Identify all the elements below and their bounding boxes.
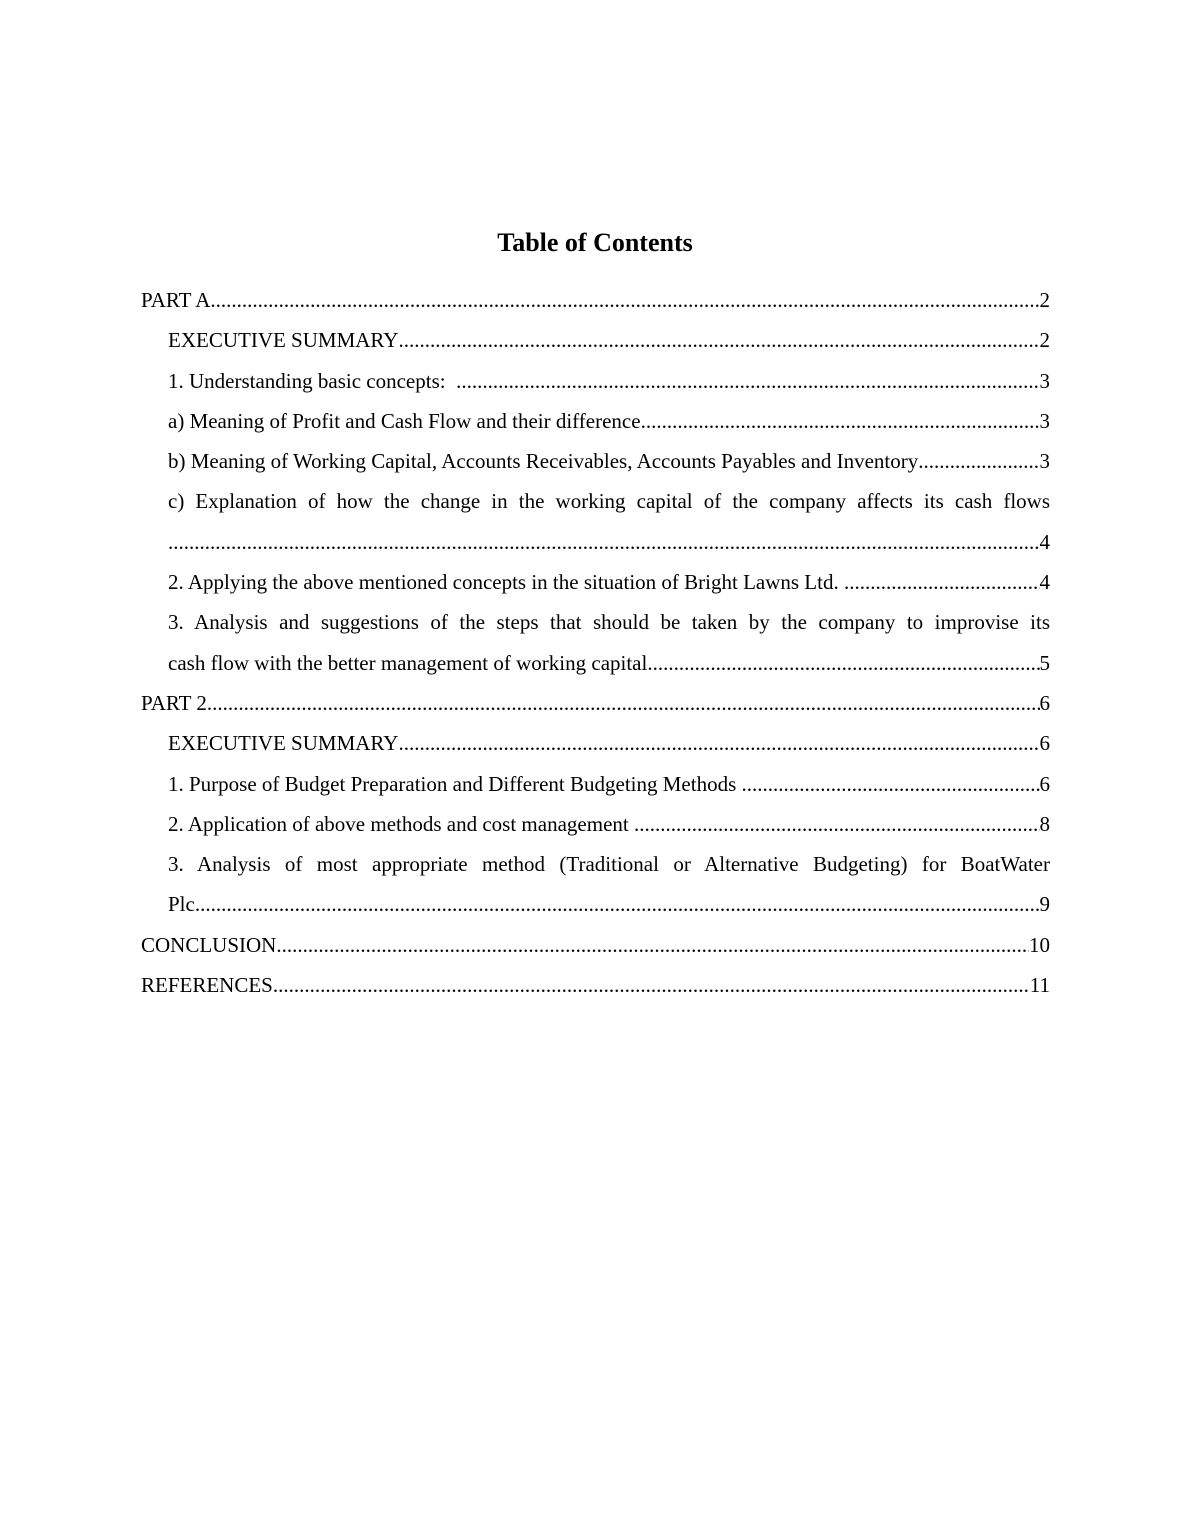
- table-of-contents: [141, 280, 1050, 1005]
- toc-leader-dots: [398, 320, 1039, 360]
- toc-entry-part-a[interactable]: [141, 280, 1050, 320]
- toc-entry-text: PART A: [141, 288, 211, 312]
- toc-entry-part-2[interactable]: [141, 683, 1050, 723]
- toc-entry-working-capital-cash-flows[interactable]: [168, 481, 1050, 562]
- toc-entry-text: 2. Application of above methods and cost management: [168, 811, 634, 836]
- toc-entry-text: REFERENCES: [141, 973, 273, 998]
- toc-entry-application-methods[interactable]: [168, 804, 1050, 844]
- toc-page-number: 2: [1039, 328, 1050, 353]
- toc-page-number: 4: [1039, 570, 1050, 595]
- toc-page-number: 4: [1039, 529, 1050, 554]
- toc-entry-text: EXECUTIVE SUMMARY: [168, 731, 399, 756]
- toc-entry-executive-summary-a[interactable]: [168, 320, 1050, 360]
- toc-entry-profit-cash-flow[interactable]: [168, 401, 1050, 441]
- toc-entry-analysis-suggestions[interactable]: [168, 602, 1050, 683]
- toc-leader-dots: [398, 723, 1039, 763]
- toc-page-number: 3: [1039, 368, 1050, 393]
- toc-leader-dots: [276, 925, 1029, 965]
- toc-entry-text: 3. Analysis of most appropriate method (Traditional or Alternative Budgeting) for BoatWater: [168, 852, 1050, 877]
- toc-page-number: 3: [1039, 449, 1050, 474]
- toc-entry-working-capital[interactable]: [168, 441, 1050, 481]
- toc-leader-dots: [634, 804, 1040, 844]
- toc-entry-text: PART 2: [141, 690, 207, 715]
- toc-entry-text: a) Meaning of Profit and Cash Flow and their difference: [168, 408, 641, 433]
- toc-leader-dots: [210, 280, 1039, 320]
- toc-page-number: 6: [1039, 731, 1050, 756]
- toc-leader-dots: [641, 401, 1040, 441]
- toc-entry-text: CONCLUSION: [141, 932, 277, 957]
- toc-leader-dots: [918, 441, 1039, 481]
- toc-entry-references[interactable]: [141, 965, 1050, 1005]
- toc-entry-text: EXECUTIVE SUMMARY: [168, 328, 399, 353]
- toc-entry-understanding-concepts[interactable]: [168, 361, 1050, 401]
- toc-entry-budget-preparation[interactable]: [168, 764, 1050, 804]
- toc-page-number: 6: [1039, 690, 1050, 715]
- toc-leader-dots: [168, 522, 1040, 562]
- toc-leader-dots: [742, 764, 1040, 804]
- toc-leader-dots: [844, 562, 1040, 602]
- toc-page-number: 10: [1029, 932, 1050, 957]
- toc-entry-executive-summary-2[interactable]: [168, 723, 1050, 763]
- toc-entry-text: 3. Analysis and suggestions of the steps that should be taken by the company to improvise its: [168, 610, 1050, 635]
- toc-leader-dots: [207, 683, 1040, 723]
- toc-leader-dots: [647, 643, 1039, 683]
- toc-page-number: 5: [1039, 650, 1050, 675]
- toc-entry-conclusion[interactable]: [141, 925, 1050, 965]
- toc-page-number: 2: [1039, 288, 1050, 312]
- toc-entry-text-continued: Plc: [168, 892, 195, 917]
- toc-page-number: 3: [1039, 408, 1050, 433]
- toc-entry-appropriate-method[interactable]: [168, 844, 1050, 925]
- toc-page-number: 6: [1039, 771, 1050, 796]
- toc-entry-text: b) Meaning of Working Capital, Accounts Receivables, Accounts Payables and Inventory: [168, 449, 919, 474]
- toc-leader-dots: [456, 361, 1039, 401]
- toc-page-number: 11: [1029, 973, 1050, 998]
- toc-entry-text: 2. Applying the above mentioned concepts in the situation of Bright Lawns Ltd.: [168, 570, 844, 595]
- toc-page-number: 9: [1039, 892, 1050, 917]
- toc-entry-text: c) Explanation of how the change in the working capital of the company affects its cash flows: [168, 489, 1050, 514]
- toc-leader-dots: [273, 965, 1030, 1005]
- toc-page-number: 8: [1039, 811, 1050, 836]
- toc-entry-text-continued: cash flow with the better management of working capital: [168, 650, 648, 675]
- toc-entry-text: 1. Purpose of Budget Preparation and Different Budgeting Methods: [168, 771, 742, 796]
- toc-entry-bright-lawns[interactable]: [168, 562, 1050, 602]
- toc-title: Table of Contents: [497, 228, 693, 257]
- toc-leader-dots: [195, 884, 1040, 924]
- toc-entry-text: 1. Understanding basic concepts:: [168, 368, 457, 393]
